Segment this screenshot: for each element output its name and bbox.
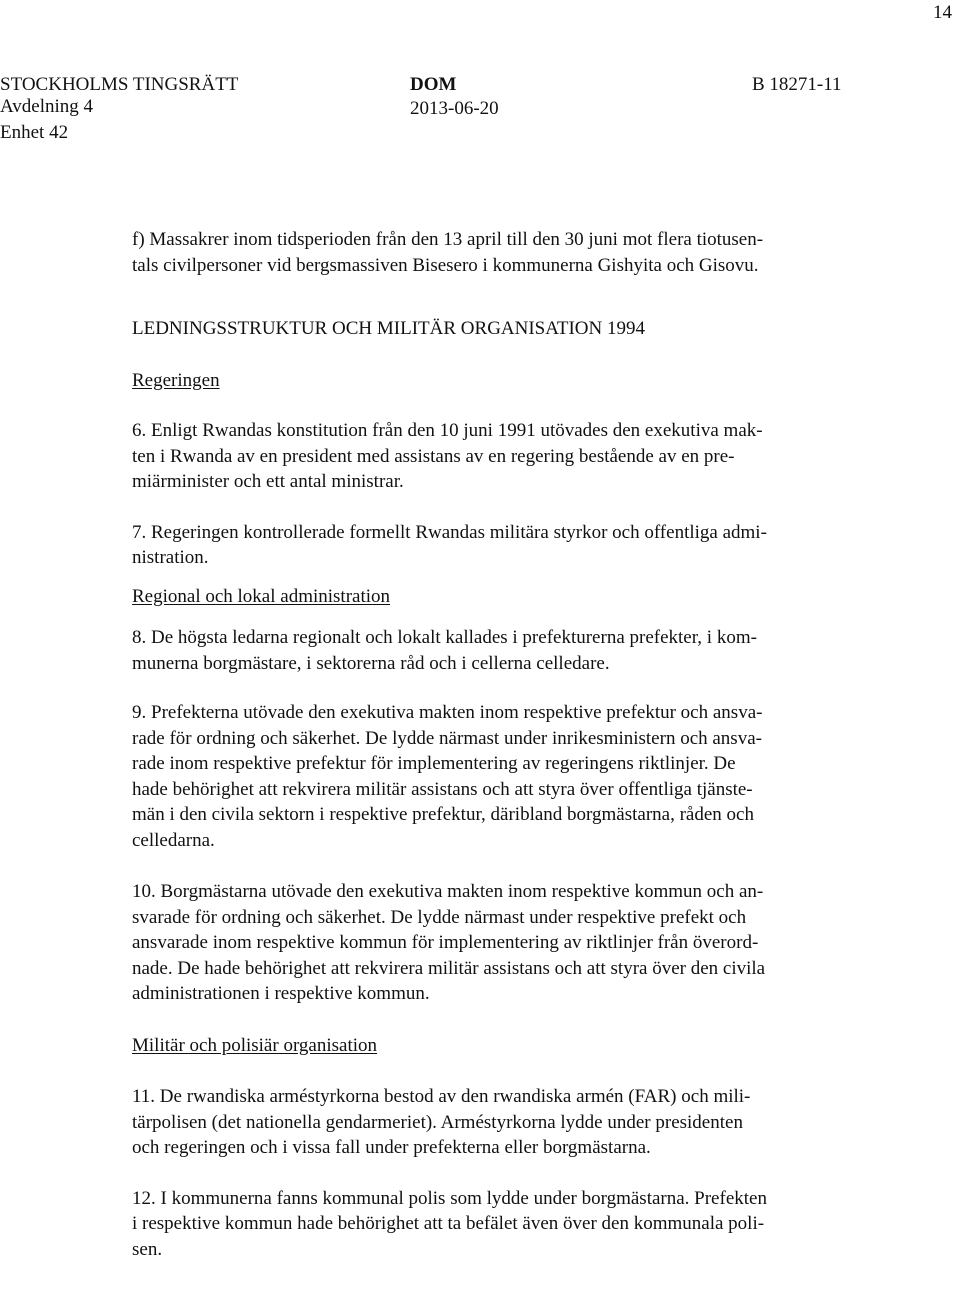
text-line: 6. Enligt Rwandas konstitution från den 10 juni 1991 utövades den exekutiva mak- [132, 420, 763, 441]
document-type: DOM [410, 74, 457, 95]
section-heading-main [132, 316, 874, 342]
text-line: ansvarade inom respektive kommun för implementering av riktlinjer från överord- [132, 932, 759, 953]
heading-text: LEDNINGSSTRUKTUR OCH MILITÄR ORGANISATION 1994 [132, 318, 645, 339]
text-line: 12. I kommunerna fanns kommunal polis som lydde under borgmästarna. Prefekten [132, 1187, 767, 1209]
text-line: hade behörighet att rekvirera militär assistans och att styra över offentliga tjänste- [132, 778, 753, 800]
text-line: 7. Regeringen kontrollerade formellt Rwandas militära styrkor och offentliga admi- [132, 521, 767, 543]
heading-text: Regeringen [132, 369, 220, 391]
text-line: sen. [132, 1238, 163, 1260]
document-body [132, 227, 874, 1262]
division-name: Avdelning 4 [0, 96, 94, 117]
text-line: 11. De rwandiska arméstyrkorna bestod av den rwandiska armén (FAR) och mili- [132, 1086, 751, 1107]
text-line: 9. Prefekterna utövade den exekutiva makten inom respektive prefektur och ansva- [132, 702, 763, 723]
text-line: och regeringen och i vissa fall under prefekterna eller borgmästarna. [132, 1137, 651, 1158]
text-line: nistration. [132, 547, 209, 568]
item-f [132, 227, 874, 278]
text-line: administrationen i respektive kommun. [132, 983, 430, 1004]
court-name: STOCKHOLMS TINGSRÄTT [0, 74, 239, 95]
paragraph-8 [132, 625, 874, 676]
unit-name: Enhet 42 [0, 122, 69, 143]
paragraph-9 [132, 700, 874, 853]
text-line: f) Massakrer inom tidsperioden från den 13 april till den 30 juni mot flera tiotusen- [132, 229, 764, 250]
text-line: 10. Borgmästarna utövade den exekutiva makten inom respektive kommun och an- [132, 881, 764, 902]
document-date: 2013-06-20 [410, 98, 499, 119]
text-line: rade inom respektive prefektur för implementering av regeringens riktlinjer. De [132, 753, 736, 774]
paragraph-12 [132, 1186, 874, 1263]
text-line: miärminister och ett antal ministrar. [132, 471, 404, 492]
heading-text: Regional och lokal administration [132, 585, 391, 607]
subheading-government [132, 368, 874, 394]
case-number: B 18271-11 [752, 74, 842, 95]
text-line: celledarna. [132, 829, 215, 851]
paragraph-6 [132, 418, 874, 495]
heading-text: Militär och polisiär organisation [132, 1034, 378, 1056]
text-line: munerna borgmästare, i sektorerna råd och i cellerna celledare. [132, 652, 610, 674]
text-line: nade. De hade behörighet att rekvirera militär assistans och att styra över den civila [132, 957, 766, 979]
text-line: svarade för ordning och säkerhet. De lydde närmast under respektive prefekt och [132, 906, 747, 928]
text-line: rade för ordning och säkerhet. De lydde närmast under inrikesministern och ansva- [132, 727, 762, 749]
text-line: i respektive kommun hade behörighet att ta befälet även över den kommunala poli- [132, 1213, 765, 1234]
text-line: 8. De högsta ledarna regionalt och lokalt kallades i prefekturerna prefekter, i kom- [132, 627, 757, 648]
paragraph-7 [132, 520, 874, 571]
page-number: 14 [933, 2, 952, 23]
paragraph-10 [132, 879, 874, 1007]
paragraph-11 [132, 1084, 874, 1161]
text-line: ten i Rwanda av en president med assistans av en regering bestående av en pre- [132, 445, 735, 467]
text-line: tärpolisen (det nationella gendarmeriet). Arméstyrkorna lydde under presidenten [132, 1111, 743, 1133]
subheading-military [132, 1033, 874, 1059]
text-line: män i den civila sektorn i respektive prefektur, däribland borgmästarna, råden och [132, 804, 754, 825]
subheading-regional [132, 584, 874, 610]
text-line: tals civilpersoner vid bergsmassiven Bisesero i kommunerna Gishyita och Gisovu. [132, 254, 759, 276]
